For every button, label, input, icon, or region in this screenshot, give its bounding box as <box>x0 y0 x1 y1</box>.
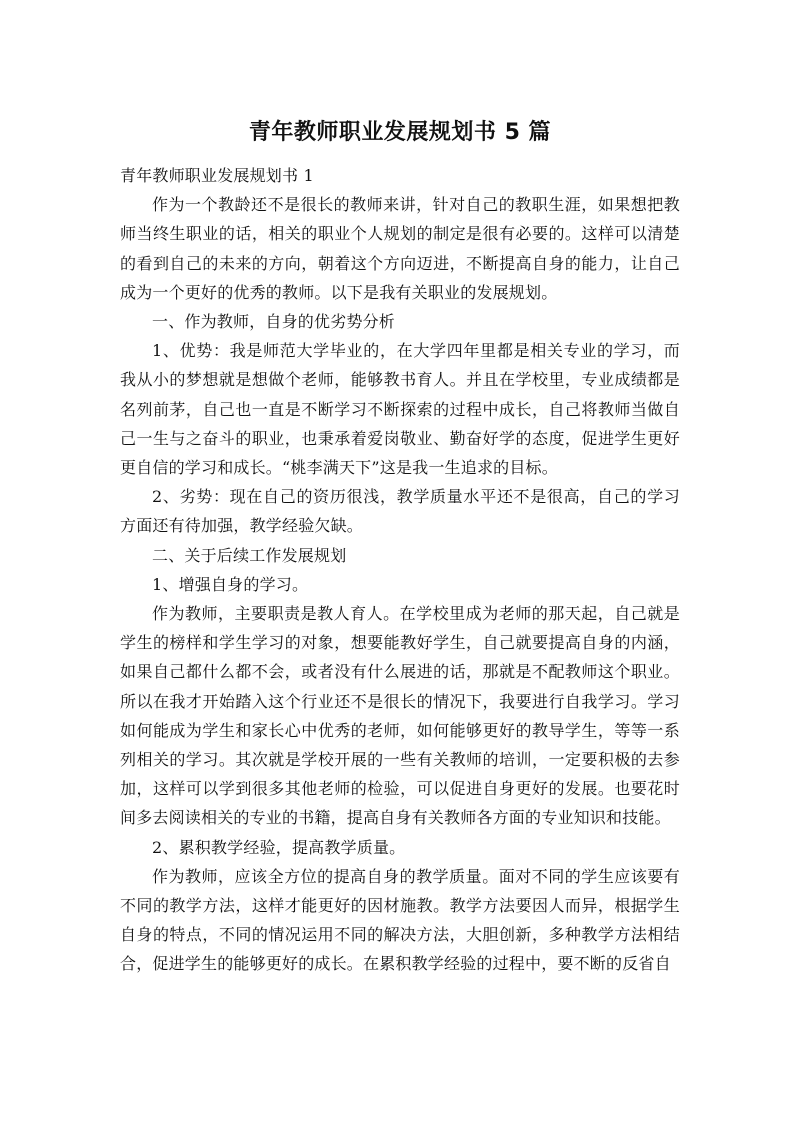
heading-strengths-weaknesses: 一、作为教师，自身的优劣势分析 <box>152 312 396 332</box>
document-body <box>120 161 680 979</box>
paragraph-intro: 作为一个教龄还不是很长的教师来讲，针对自己的教职生涯，如果想把教师当终生职业的话，相关的职业个人规划的制定是很有必要的。这样可以清楚的看到自己的未来的方向，朝着这个方向迈进，不断提高自身的能力，让自己成为一个更好的优秀的教师。以下是我有关职业的发展规划。 <box>120 195 680 302</box>
document-title: 青年教师职业发展规划书 5 篇 <box>248 120 552 145</box>
paragraph-self-learning: 作为教师，主要职责是教人育人。在学校里成为老师的那天起，自己就是学生的榜样和学生学习的对象，想要能教好学生，自己就要提高自身的内涵，如果自己都什么都不会，或者没有什么展进的话，那就是不配教师这个职业。所以在我才开始踏入这个行业还不是很长的情况下，我要进行自我学习。学习如何能成为学生和家长心中优秀的老师，如何能够更好的教导学生，等等一系列相关的学习。其次就是学校开展的一些有关教师的培训，一定要积极的去参加，这样可以学到很多其他老师的检验，可以促进自身更好的发展。也要花时间多去阅读相关的专业的书籍，提高自身有关教师各方面的专业知识和技能。 <box>120 604 680 828</box>
paragraph-weaknesses: 2、劣势：现在自己的资历很浅，教学质量水平还不是很高，自己的学习方面还有待加强，教学经验欠缺。 <box>120 487 680 536</box>
paragraph-teaching-experience: 作为教师，应该全方位的提高自身的教学质量。面对不同的学生应该要有不同的教学方法，这样才能更好的因材施教。教学方法要因人而异，根据学生自身的特点，不同的情况运用不同的解决方法，大胆创新，多种教学方法相结合，促进学生的能够更好的成长。在累积教学经验的过程中，要不断的反省自 <box>120 866 680 974</box>
section-subtitle: 青年教师职业发展规划书 1 <box>120 166 314 185</box>
heading-development-plan: 二、关于后续工作发展规划 <box>152 545 347 565</box>
paragraph-strengths: 1、优势：我是师范大学毕业的，在大学四年里都是相关专业的学习，而我从小的梦想就是想做个老师，能够教书育人。并且在学校里，专业成绩都是名列前茅，自己也一直是不断学习不断探索的过程中成长，自己将教师当做自己一生与之奋斗的职业，也秉承着爱岗敬业、勤奋好学的态度，促进学生更好更自信的学习和成长。“桃李满天下”这是我一生追求的目标。 <box>120 341 680 478</box>
subheading-self-learning: 1、增强自身的学习。 <box>152 574 309 594</box>
subheading-teaching-experience: 2、累积教学经验，提高教学质量。 <box>152 837 406 857</box>
